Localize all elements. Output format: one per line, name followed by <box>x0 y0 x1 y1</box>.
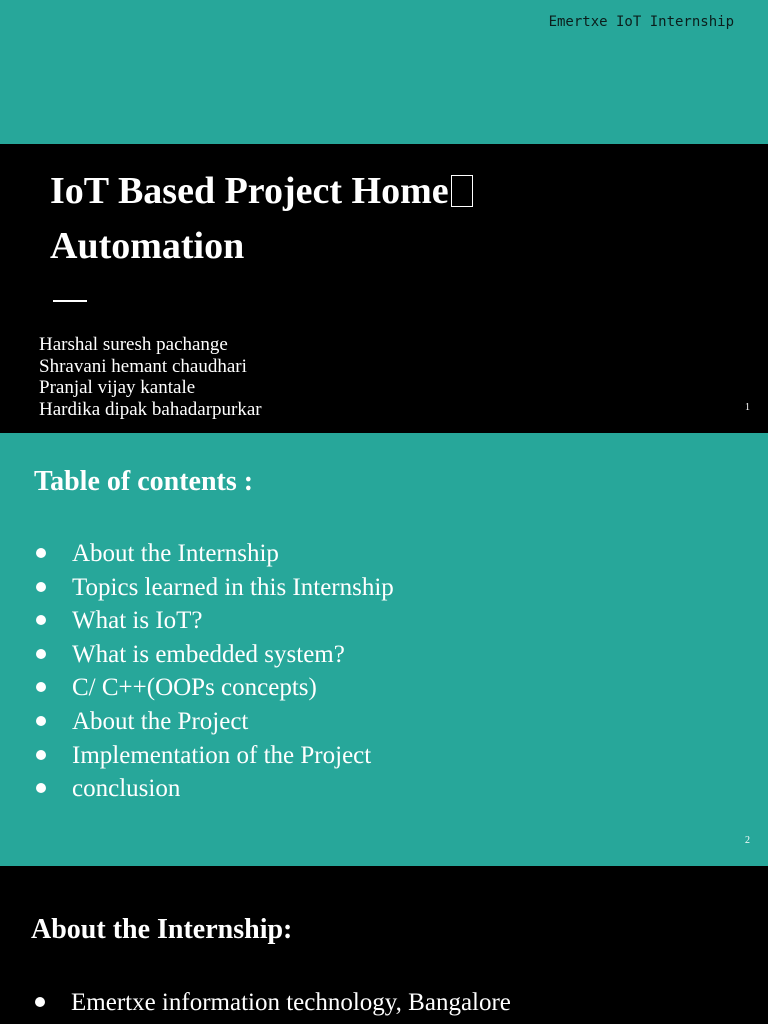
bullet-icon <box>36 750 46 760</box>
list-item <box>36 571 394 605</box>
list-item-text: What is embedded system? <box>72 640 345 668</box>
bullet-icon <box>36 582 46 592</box>
page-number: 1 <box>745 402 750 413</box>
internship-heading: About the Internship: <box>31 914 293 945</box>
list-item <box>36 772 394 806</box>
brand-label: Emertxe IoT Internship <box>548 14 734 30</box>
list-item <box>36 638 394 672</box>
list-item <box>36 739 394 773</box>
list-item-text: Topics learned in this Internship <box>72 573 394 601</box>
list-item-text: About the Project <box>72 707 249 735</box>
slide-title-line1: IoT Based Project Home <box>50 170 449 212</box>
bullet-icon <box>36 649 46 659</box>
list-item-text: What is IoT? <box>72 607 203 635</box>
internship-list <box>35 986 511 1020</box>
author-name: Hardika dipak bahadarpurkar <box>39 398 262 420</box>
list-item-text: conclusion <box>72 775 181 803</box>
title-slide <box>0 144 768 433</box>
title-divider <box>53 300 87 302</box>
list-item <box>36 671 394 705</box>
contents-list <box>36 537 394 806</box>
author-name: Shravani hemant chaudhari <box>39 355 247 377</box>
bullet-icon <box>36 682 46 692</box>
list-item-text: About the Internship <box>72 540 279 567</box>
list-item <box>35 986 511 1020</box>
slide-title <box>50 164 570 274</box>
missing-glyph-icon <box>451 175 473 207</box>
page-number: 2 <box>745 835 750 846</box>
list-item <box>36 705 394 739</box>
bullet-icon <box>36 615 46 625</box>
top-banner <box>0 0 768 144</box>
list-item <box>36 604 394 638</box>
slide-title-line2: Automation <box>50 225 245 267</box>
list-item-text: Implementation of the Project <box>72 741 372 769</box>
contents-slide <box>0 433 768 866</box>
author-name: Harshal suresh pachange <box>39 334 228 355</box>
list-item <box>36 537 394 571</box>
contents-heading: Table of contents : <box>34 466 254 497</box>
list-item-text: Emertxe information technology, Bangalore <box>71 989 511 1016</box>
bullet-icon <box>35 997 45 1007</box>
bullet-icon <box>36 716 46 726</box>
internship-slide <box>0 866 768 1024</box>
author-list <box>39 334 262 420</box>
list-item-text: C/ C++(OOPs concepts) <box>72 674 317 702</box>
bullet-icon <box>36 783 46 793</box>
author-name: Pranjal vijay kantale <box>39 377 196 398</box>
bullet-icon <box>36 548 46 558</box>
